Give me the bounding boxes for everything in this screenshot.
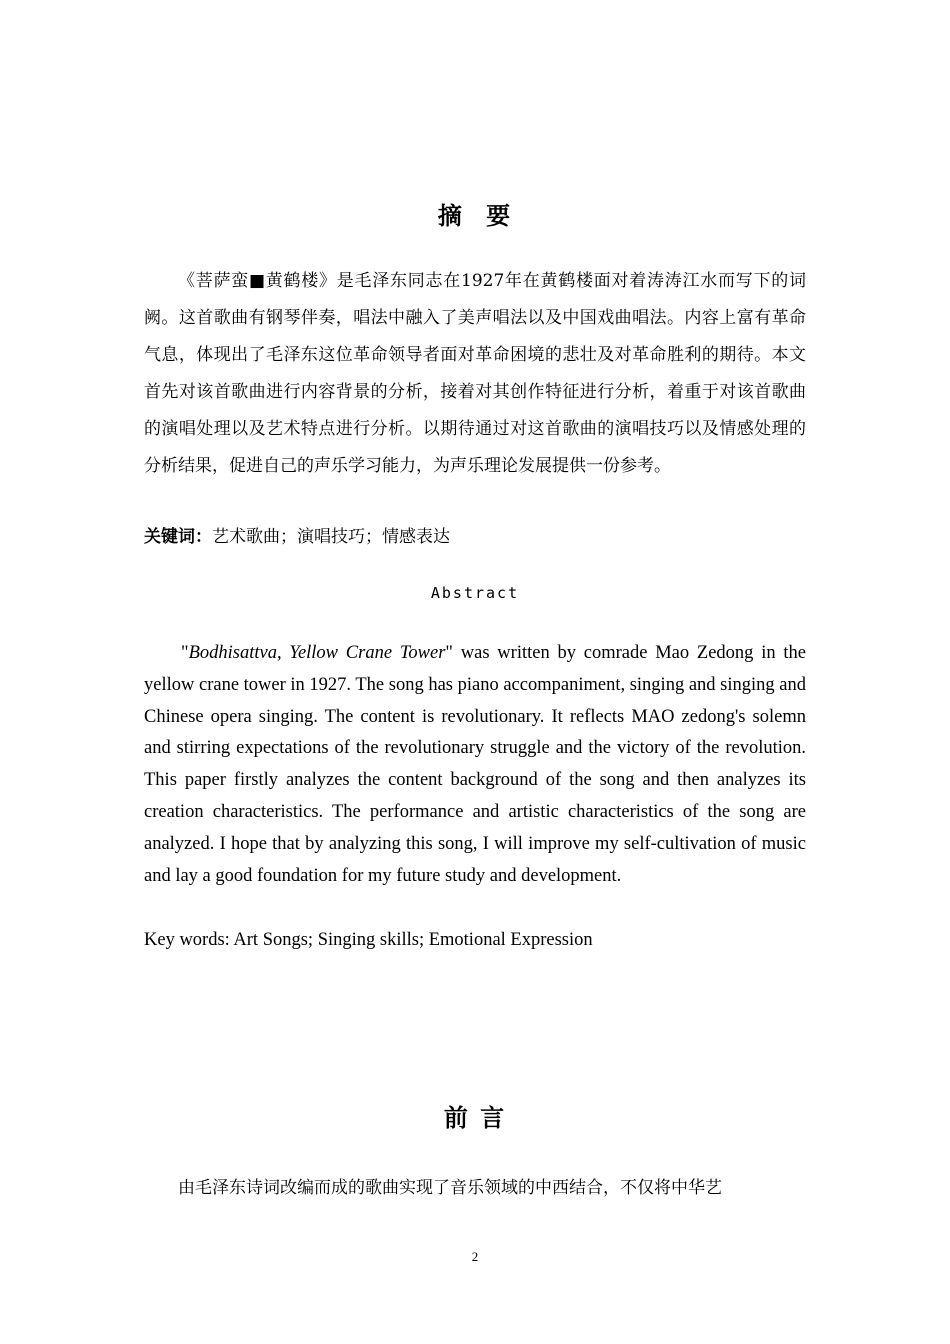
preface-heading: 前 言	[443, 1104, 507, 1132]
abstract-en-body-text: " was written by comrade Mao Zedong in the yellow crane tower in 1927. The song has piano accompaniment, singing and singing and Chinese opera singing. The content is revolutionary. It reflects MAO zedong's solemn and stirring expectations of the revolutionary struggle and the victory of the revolution. This paper firstly analyzes the content background of the song and then analyzes its creation characteristics. The performance and artistic characteristics of the song are analyzed. I hope that by analyzing this song, I will improve my self-cultivation of music and lay a good foundation for my future study and development.	[144, 643, 806, 886]
abstract-cn-heading: 摘 要	[437, 202, 513, 230]
keywords-en-line: Key words: Art Songs; Singing skills; Emotional Expression	[144, 930, 593, 950]
abstract-en-song-title: Bodhisattva, Yellow Crane Tower	[188, 643, 446, 663]
abstract-cn-body: 《菩萨蛮■黄鹤楼》是毛泽东同志在1927年在黄鹤楼面对着涛涛江水而写下的词阙。这首歌曲有钢琴伴奏，唱法中融入了美声唱法以及中国戏曲唱法。内容上富有革命气息，体现出了毛泽东这位革命领导者面对革命困境的悲壮及对革命胜利的期待。本文首先对该首歌曲进行内容背景的分析，接着对其创作特征进行分析，着重于对该首歌曲的演唱处理以及艺术特点进行分析。以期待通过对这首歌曲的演唱技巧以及情感处理的分析结果，促进自己的声乐学习能力，为声乐理论发展提供一份参考。	[144, 271, 806, 476]
abstract-en-body	[144, 638, 806, 892]
abstract-en-open-quote: "	[181, 643, 189, 663]
abstract-en-heading: Abstract	[430, 584, 520, 602]
keywords-cn-line	[144, 520, 806, 554]
keywords-cn-text: 艺术歌曲；演唱技巧；情感表达	[212, 527, 450, 547]
preface-body: 由毛泽东诗词改编而成的歌曲实现了音乐领域的中西结合，不仅将中华艺	[178, 1178, 722, 1198]
keywords-cn-label: 关键词：	[144, 527, 212, 547]
page-number: 2	[471, 1249, 479, 1264]
